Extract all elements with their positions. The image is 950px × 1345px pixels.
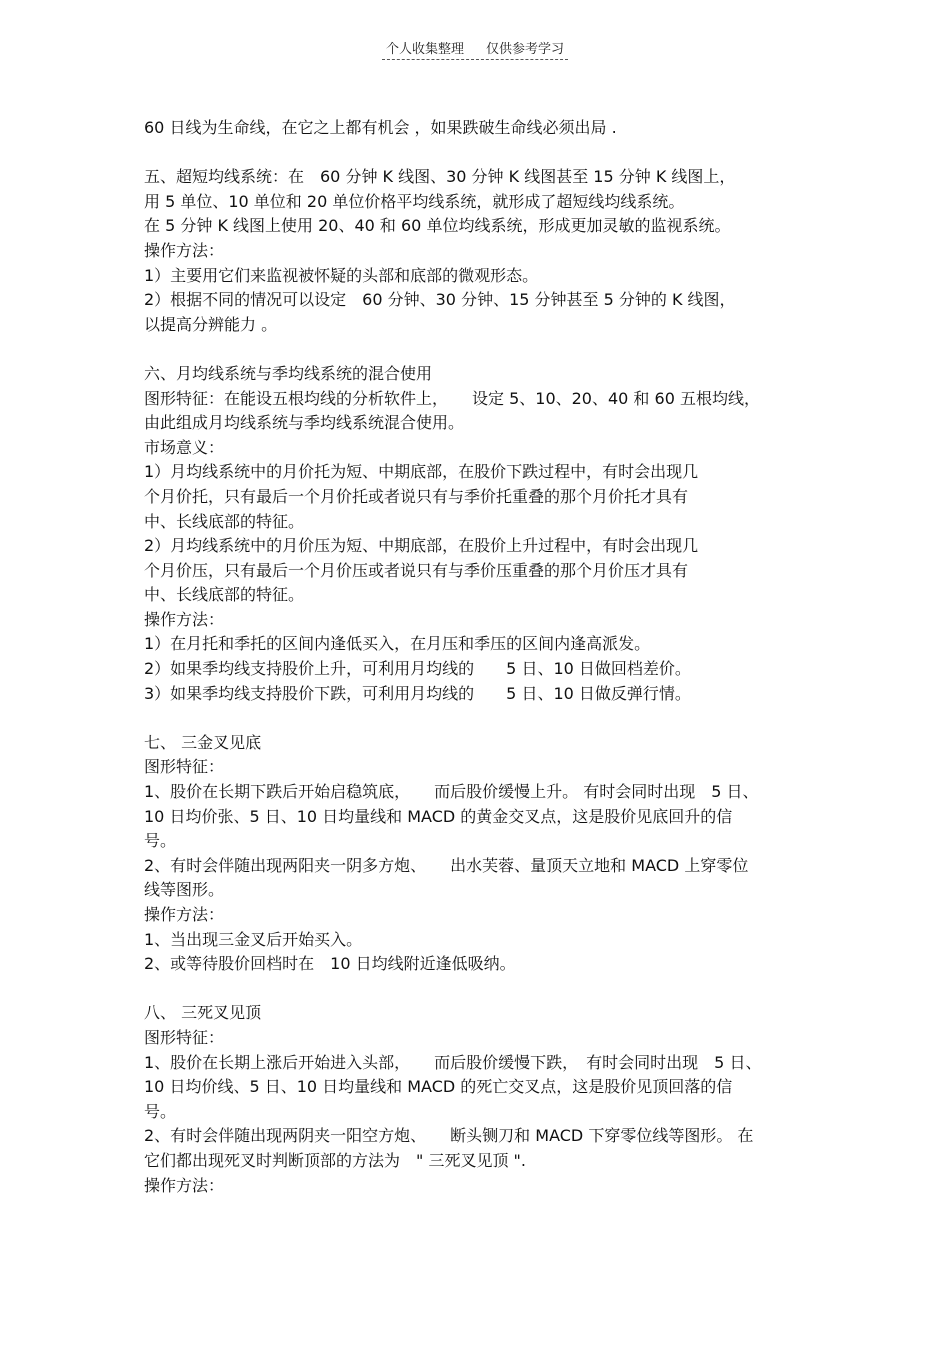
text-line: 60 日线为生命线，在它之上都有机会 ，如果跌破生命线必须出局 . — [144, 118, 617, 137]
text-line: 八、 三死叉见顶 — [144, 1003, 262, 1023]
text-line: 2、或等待股价回档时在 10 日均线附近逢低吸纳。 — [144, 954, 516, 974]
text-line: 1、股价在长期下跌后开始启稳筑底， 而后股价缓慢上升。 有时会同时出现 5 日、 — [144, 782, 759, 802]
text-line: 五、超短均线系统：在 60 分钟 K 线图、30 分钟 K 线图甚至 15 分钟 K 线图上， — [144, 167, 736, 187]
text-line: 3）如果季均线支持股价下跌，可利用月均线的 5 日、10 日做反弹行情。 — [144, 683, 691, 703]
text-line: 图形特征： — [144, 757, 225, 777]
page-header — [0, 38, 950, 60]
text-line: 由此组成月均线系统与季均线系统混合使用。 — [144, 413, 465, 433]
header-rule — [382, 38, 568, 60]
text-line: 1、当出现三金叉后开始买入。 — [144, 929, 363, 949]
text-line: 号。 — [144, 831, 177, 851]
blank-line — [144, 141, 844, 166]
text-line: 个月价托，只有最后一个月价托或者说只有与季价托重叠的那个月价托才具有 — [144, 486, 689, 506]
text-line: 1）在月托和季托的区间内逢低买入，在月压和季压的区间内逢高派发。 — [144, 634, 651, 654]
text-line: 2）如果季均线支持股价上升，可利用月均线的 5 日、10 日做回档差价。 — [144, 659, 691, 679]
header-left-text: 个人收集整理 — [385, 42, 464, 57]
header-right-text: 仅供参考学习 — [486, 42, 565, 57]
text-line: 2、有时会伴随出现两阴夹一阳空方炮、 断头铡刀和 MACD 下穿零位线等图形。 在 — [144, 1126, 754, 1146]
text-line: 1）主要用它们来监视被怀疑的头部和底部的微观形态。 — [144, 265, 539, 285]
text-line: 2）月均线系统中的月价压为短、中期底部，在股价上升过程中，有时会出现几 — [144, 536, 699, 556]
text-line: 七、 三金叉见底 — [144, 732, 262, 752]
text-line: 中、长线底部的特征。 — [144, 511, 305, 531]
blank-line — [144, 706, 844, 731]
text-line: 图形特征： — [144, 1027, 225, 1047]
text-line: 2、有时会伴随出现两阳夹一阴多方炮、 出水芙蓉、量顶天立地和 MACD 上穿零位 — [144, 855, 749, 875]
text-line: 在 5 分钟 K 线图上使用 20、40 和 60 单位均线系统，形成更加灵敏的监视系统。 — [144, 216, 731, 236]
text-line: 操作方法： — [144, 609, 225, 629]
text-line: 市场意义： — [144, 437, 225, 457]
text-line: 六、月均线系统与季均线系统的混合使用 — [144, 363, 433, 383]
text-line: 用 5 单位、10 单位和 20 单位价格平均线系统，就形成了超短线均线系统。 — [144, 191, 685, 211]
document-body — [144, 116, 844, 1198]
text-line: 操作方法： — [144, 240, 225, 260]
text-line: 1、股价在长期上涨后开始进入头部， 而后股价缓慢下跌， 有时会同时出现 5 日、 — [144, 1052, 762, 1072]
text-line: 号。 — [144, 1101, 177, 1121]
text-line: 以提高分辨能力 。 — [144, 314, 278, 334]
text-line: 操作方法： — [144, 905, 225, 924]
blank-line — [144, 337, 844, 362]
text-line: 它们都出现死叉时判断顶部的方法为 " 三死叉见顶 ". — [144, 1150, 526, 1170]
text-line: 10 日均价线、5 日、10 日均量线和 MACD 的死亡交叉点，这是股价见顶回落的信 — [144, 1077, 733, 1097]
blank-line — [144, 977, 844, 1002]
text-line: 个月价压，只有最后一个月价压或者说只有与季价压重叠的那个月价压才具有 — [144, 560, 689, 580]
text-line: 1）月均线系统中的月价托为短、中期底部，在股价下跌过程中，有时会出现几 — [144, 462, 699, 482]
text-line: 2）根据不同的情况可以设定 60 分钟、30 分钟、15 分钟甚至 5 分钟的 K 线图， — [144, 290, 736, 310]
text-line: 10 日均价张、5 日、10 日均量线和 MACD 的黄金交叉点，这是股价见底回升的信 — [144, 806, 733, 826]
text-line: 图形特征：在能设五根均线的分析软件上， 设定 5、10、20、40 和 60 五根均线， — [144, 388, 760, 408]
text-line: 中、长线底部的特征。 — [144, 585, 305, 605]
text-line: 线等图形。 — [144, 880, 225, 900]
text-line: 操作方法： — [144, 1175, 225, 1195]
